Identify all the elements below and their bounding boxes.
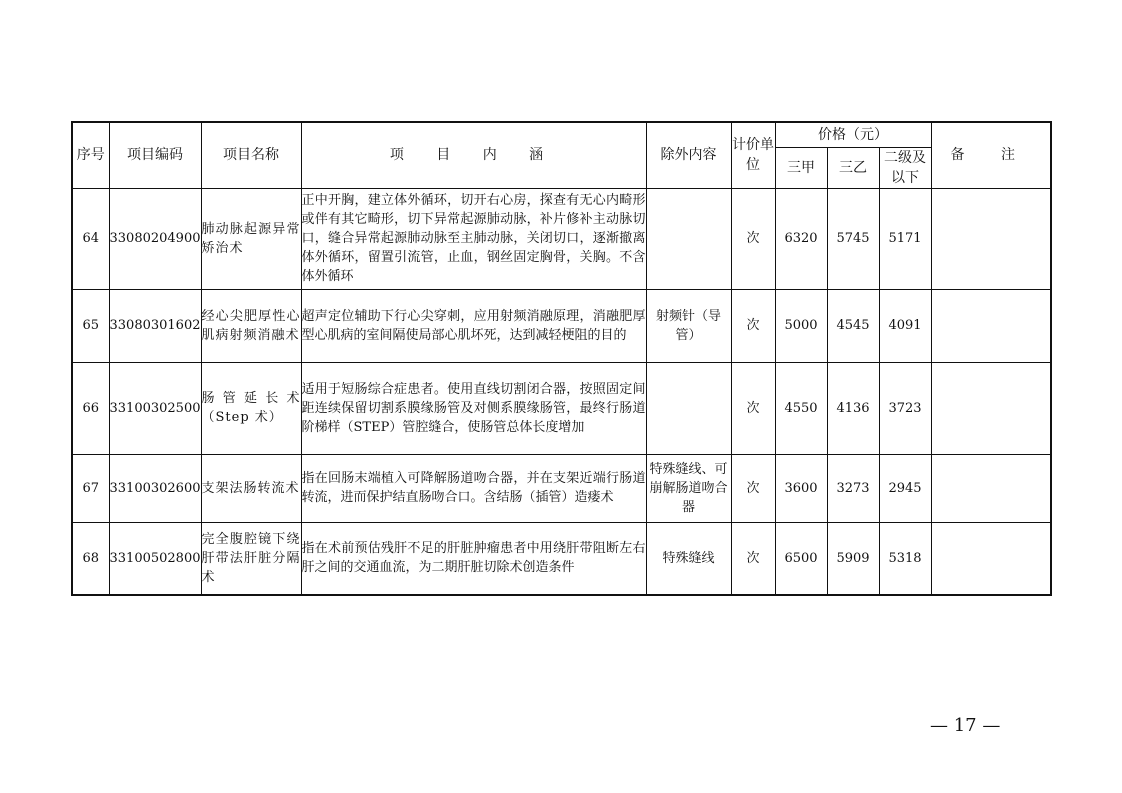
row-code: 33080301602 bbox=[109, 289, 201, 362]
page-number: — 17 — bbox=[930, 715, 1001, 736]
row-price-tier2: 3273 bbox=[827, 454, 879, 522]
row-price-tier3: 4091 bbox=[879, 289, 931, 362]
row-exclusions bbox=[646, 362, 731, 454]
header-tier3: 二级及以下 bbox=[879, 147, 931, 188]
row-content: 正中开胸，建立体外循环，切开右心房，探查有无心内畸形或伴有其它畸形，切下异常起源肺动脉，补片修补主动脉切口，缝合异常起源肺动脉至主肺动脉，关闭切口，逐渐撤离体外循环，留置引流管，止血，钢丝固定胸骨，关胸。不含体外循环 bbox=[301, 188, 646, 289]
row-remarks bbox=[931, 522, 1051, 595]
row-seq: 67 bbox=[72, 454, 109, 522]
table-row bbox=[72, 289, 1051, 362]
row-unit: 次 bbox=[731, 454, 775, 522]
row-price-tier1: 3600 bbox=[775, 454, 827, 522]
table-row bbox=[72, 362, 1051, 454]
table-row bbox=[72, 188, 1051, 289]
row-price-tier1: 6500 bbox=[775, 522, 827, 595]
row-exclusions: 射频针（导管） bbox=[646, 289, 731, 362]
row-content: 指在术前预估残肝不足的肝脏肿瘤患者中用绕肝带阻断左右肝之间的交通血流，为二期肝脏切除术创造条件 bbox=[301, 522, 646, 595]
row-remarks bbox=[931, 362, 1051, 454]
row-price-tier3: 5318 bbox=[879, 522, 931, 595]
row-seq: 68 bbox=[72, 522, 109, 595]
header-tier1: 三甲 bbox=[775, 147, 827, 188]
row-unit: 次 bbox=[731, 522, 775, 595]
row-seq: 66 bbox=[72, 362, 109, 454]
row-code: 33100302500 bbox=[109, 362, 201, 454]
row-price-tier2: 5745 bbox=[827, 188, 879, 289]
row-name: 完全腹腔镜下绕肝带法肝脏分隔术 bbox=[201, 522, 301, 595]
row-exclusions: 特殊缝线 bbox=[646, 522, 731, 595]
row-seq: 65 bbox=[72, 289, 109, 362]
row-price-tier1: 5000 bbox=[775, 289, 827, 362]
row-content: 指在回肠末端植入可降解肠道吻合器，并在支架近端行肠道转流，进而保护结直肠吻合口。含结肠（插管）造瘘术 bbox=[301, 454, 646, 522]
row-price-tier1: 4550 bbox=[775, 362, 827, 454]
row-price-tier1: 6320 bbox=[775, 188, 827, 289]
header-tier2: 三乙 bbox=[827, 147, 879, 188]
row-name: 肺动脉起源异常矫治术 bbox=[201, 188, 301, 289]
row-unit: 次 bbox=[731, 362, 775, 454]
row-remarks bbox=[931, 188, 1051, 289]
row-content: 超声定位辅助下行心尖穿刺，应用射频消融原理，消融肥厚型心肌病的室间隔使局部心肌坏死，达到减轻梗阻的目的 bbox=[301, 289, 646, 362]
row-exclusions: 特殊缝线、可崩解肠道吻合器 bbox=[646, 454, 731, 522]
row-price-tier2: 5909 bbox=[827, 522, 879, 595]
price-table bbox=[71, 121, 1052, 596]
header-remarks: 备 注 bbox=[931, 122, 1051, 188]
row-name: 支架法肠转流术 bbox=[201, 454, 301, 522]
table-row bbox=[72, 522, 1051, 595]
header-price-group: 价格（元） bbox=[775, 122, 931, 147]
row-unit: 次 bbox=[731, 188, 775, 289]
row-price-tier3: 2945 bbox=[879, 454, 931, 522]
row-content: 适用于短肠综合症患者。使用直线切割闭合器，按照固定间距连续保留切割系膜缘肠管及对侧系膜缘肠管，最终行肠道阶梯样（STEP）管腔缝合，使肠管总体长度增加 bbox=[301, 362, 646, 454]
header-code: 项目编码 bbox=[109, 122, 201, 188]
row-code: 33080204900 bbox=[109, 188, 201, 289]
row-name: 经心尖肥厚性心肌病射频消融术 bbox=[201, 289, 301, 362]
row-price-tier2: 4545 bbox=[827, 289, 879, 362]
row-code: 33100302600 bbox=[109, 454, 201, 522]
row-name: 肠管延长术（Step 术） bbox=[201, 362, 301, 454]
header-content: 项 目 内 涵 bbox=[301, 122, 646, 188]
table-row bbox=[72, 454, 1051, 522]
header-unit: 计价单位 bbox=[731, 122, 775, 188]
row-unit: 次 bbox=[731, 289, 775, 362]
row-exclusions bbox=[646, 188, 731, 289]
row-price-tier2: 4136 bbox=[827, 362, 879, 454]
header-exclusions: 除外内容 bbox=[646, 122, 731, 188]
header-seq: 序号 bbox=[72, 122, 109, 188]
row-remarks bbox=[931, 289, 1051, 362]
row-price-tier3: 5171 bbox=[879, 188, 931, 289]
header-row-1 bbox=[72, 122, 1051, 147]
header-name: 项目名称 bbox=[201, 122, 301, 188]
row-remarks bbox=[931, 454, 1051, 522]
row-code: 33100502800 bbox=[109, 522, 201, 595]
row-price-tier3: 3723 bbox=[879, 362, 931, 454]
row-seq: 64 bbox=[72, 188, 109, 289]
